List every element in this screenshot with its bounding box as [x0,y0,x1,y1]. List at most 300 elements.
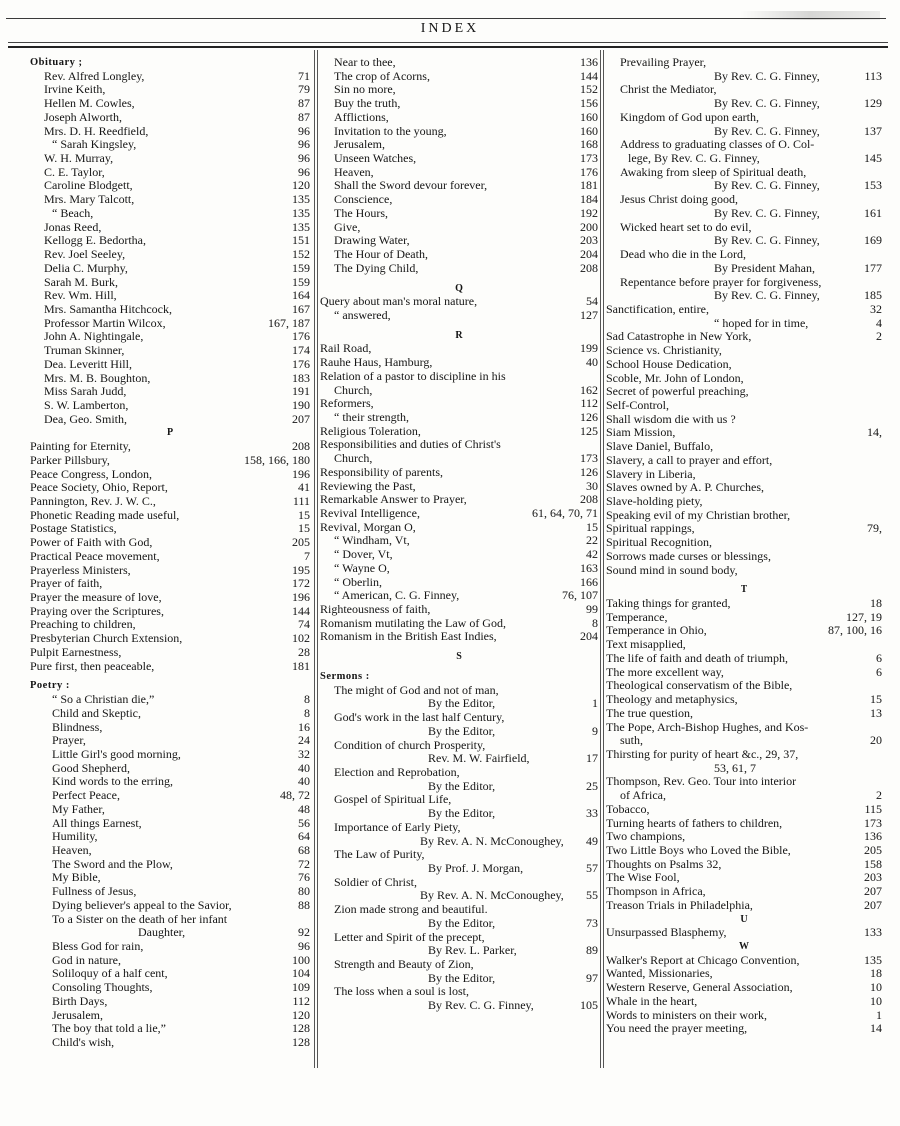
page-number: 203 [864,870,882,885]
page-number: 76 [298,870,310,885]
index-entry [320,807,598,821]
entry-title: Sorrows made curses or blessings, [606,549,771,563]
entry-title: Repentance before prayer for forgiveness, [620,275,822,289]
page-number: 207 [864,884,882,899]
entry-title: Dea. Leveritt Hill, [44,357,132,371]
page-number: 89 [586,943,598,958]
page-number: 73 [586,915,598,930]
section-letter-heading [606,583,882,597]
index-entry [606,317,882,331]
page-number: 40 [298,774,310,789]
index-entry [606,679,882,693]
index-entry [320,138,598,152]
index-entry [30,803,310,817]
entry-title: Rev. M. W. Fairfield, [428,752,530,766]
page-number: 174 [292,343,310,358]
entry-title: Professor Martin Wilcox, [44,316,166,330]
index-entry [30,926,310,940]
entry-title: Sound mind in sound body, [606,563,738,577]
entry-title: “ hoped for in time, [714,316,809,330]
index-entry [606,597,882,611]
index-entry [320,739,598,753]
index-entry [320,903,598,917]
entry-title: Delia C. Murphy, [44,261,128,275]
entry-title: Bless God for rain, [52,940,144,953]
entry-title: Temperance in Ohio, [606,624,707,638]
entry-title: Dead who die in the Lord, [620,248,746,262]
index-entry [606,166,882,180]
index-entry [30,858,310,872]
index-entry [606,289,882,303]
entry-title: Rauhe Haus, Hamburg, [320,356,433,370]
index-entry [30,495,310,509]
page-number: 167, 187 [268,315,310,330]
entry-title: Rev. Wm. Hill, [44,289,117,303]
entry-title: Pure first, then peaceable, [30,659,155,673]
page-number: 135 [292,205,310,220]
page-number: 102 [292,631,310,646]
entry-title: Wanted, Missionaries, [606,967,713,981]
page-number: 68 [298,842,310,857]
page-number: 145 [864,151,882,166]
entry-title: “ American, C. G. Finney, [334,589,460,603]
column-divider [603,50,604,1068]
entry-title: Zion made strong and beautiful. [334,903,488,917]
index-entry [606,803,882,817]
entry-title: Dying believer's appeal to the Savior, [52,898,232,912]
index-entry [30,166,310,180]
index-entry [320,248,598,262]
index-entry [30,248,310,262]
entry-title: Slaves owned by A. P. Churches, [606,481,764,495]
page-number: 61, 64, 70, 71 [532,506,598,520]
entry-title: Painting for Eternity, [30,440,131,454]
index-entry [606,707,882,721]
section-letter-heading [606,940,882,954]
entry-title: The true question, [606,706,693,720]
entry-title: Speaking evil of my Christian brother, [606,508,791,522]
entry-title: Awaking from sleep of Spiritual death, [620,165,807,179]
entry-title: By the Editor, [428,916,496,930]
index-entry [320,766,598,780]
index-entry [320,697,598,711]
page-number: 1 [876,1007,882,1022]
page-number: 203 [580,233,598,248]
index-entry [30,550,310,564]
index-entry [320,384,598,398]
page-number: 113 [864,68,882,83]
page-number: 120 [292,1007,310,1022]
entry-title: By Rev. A. N. McConoughey, [420,834,564,848]
index-entry [320,356,598,370]
index-entry [30,330,310,344]
entry-title: Religious Toleration, [320,424,421,438]
index-entry [606,303,882,317]
page-number: 96 [298,164,310,179]
page-number: 176 [292,356,310,371]
page-number: 168 [580,137,598,152]
index-entry [320,848,598,862]
index-entry [606,550,882,564]
index-entry [606,193,882,207]
index-entry [320,207,598,221]
entry-title: By the Editor, [428,807,496,821]
index-entry [320,562,598,576]
entry-title: Near to thee, [334,56,396,69]
entry-title: By Rev. L. Parker, [428,944,517,958]
index-entry [30,125,310,139]
index-entry [320,684,598,698]
index-entry [30,632,310,646]
entry-title: Consoling Thoughts, [52,981,153,995]
entry-title: By Rev. A. N. McConoughey, [420,889,564,903]
entry-title: Kind words to the erring, [52,775,173,789]
index-entry [606,830,882,844]
entry-title: Two champions, [606,830,686,844]
entry-title: Phonetic Reading made useful, [30,508,180,522]
index-entry [606,611,882,625]
index-entry [320,438,598,452]
index-entry [30,262,310,276]
index-entry [606,125,882,139]
index-entry [606,207,882,221]
entry-title: Truman Skinner, [44,344,125,358]
entry-title: Pannington, Rev. J. W. C., [30,495,156,508]
index-entry [320,166,598,180]
index-entry [30,399,310,413]
index-entry [320,493,598,507]
index-entry [606,276,882,290]
page-number: 135 [292,192,310,207]
entry-title: Romanism in the British East Indies, [320,630,497,644]
entry-title: “ Beach, [52,206,94,220]
entry-title: By Rev. C. G. Finney, [714,206,820,220]
index-entry [30,1009,310,1023]
index-entry [30,481,310,495]
index-entry [606,721,882,735]
page-number: 16 [298,719,310,734]
entry-title: The loss when a soul is lost, [334,985,469,999]
index-entry [606,693,882,707]
page-number: 176 [580,164,598,179]
index-entry [320,835,598,849]
entry-title: Parker Pillsbury, [30,453,110,467]
page-number: 166 [580,574,598,589]
entry-title: By President Mahan, [714,261,815,275]
page-number: 191 [292,384,310,399]
entry-title: Praying over the Scriptures, [30,604,164,618]
index-entry [30,605,310,619]
index-entry [320,507,598,521]
entry-title: Drawing Water, [334,234,410,248]
entry-title: Prevailing Prayer, [620,56,707,69]
section-letter-heading [320,282,598,296]
entry-title: John A. Nightingale, [44,330,144,344]
index-entry [30,646,310,660]
entry-title: Revival Intelligence, [320,507,420,520]
page-number: 137 [864,123,882,138]
title-rule-thick [8,46,888,48]
entry-title: “ So a Christian die,” [52,693,155,707]
page-number: 10 [870,993,882,1008]
page-number: 4 [876,315,882,330]
entry-title: Theology and metaphysics, [606,693,738,707]
entry-title: Wicked heart set to do evil, [620,220,752,234]
page-number: 173 [864,815,882,830]
index-entry [320,931,598,945]
index-entry [606,817,882,831]
section-letter-heading [606,913,882,927]
index-entry [30,817,310,831]
index-entry [30,762,310,776]
page-number: 87, 100, 16 [828,623,882,638]
page-number: 28 [298,644,310,659]
page-number: 32 [298,746,310,761]
entry-title: Preaching to children, [30,618,136,632]
entry-title: Christ the Mediator, [620,83,717,97]
entry-title: Remarkable Answer to Prayer, [320,493,467,507]
entry-title: Rev. Joel Seeley, [44,248,126,262]
entry-title: By Rev. C. G. Finney, [428,999,534,1013]
entry-title: Responsibility of parents, [320,465,443,479]
entry-title: By the Editor, [428,971,496,985]
entry-title: Slavery in Liberia, [606,467,696,481]
entry-title: Righteousness of faith, [320,603,431,617]
entry-title: Irvine Keith, [44,83,106,97]
entry-title: T [740,584,748,596]
index-entry [320,452,598,466]
entry-title: All things Earnest, [52,816,142,830]
entry-title: C. E. Taylor, [44,165,105,179]
page-number: 6 [876,664,882,679]
entry-title: “ answered, [334,308,391,322]
entry-title: Shall wisdom die with us ? [606,412,736,426]
page-number: 115 [864,801,882,816]
entry-title: Reviewing the Past, [320,479,416,493]
entry-title: Sanctification, entire, [606,302,709,316]
page-number: 104 [292,966,310,981]
index-entry [606,748,882,762]
index-entry [606,762,882,776]
page-number: 207 [864,897,882,912]
index-entry [320,630,598,644]
column-divider [600,50,601,1068]
page-number: 41 [298,480,310,495]
index-entry [30,693,310,707]
page-number: 49 [586,833,598,848]
index-entry [320,711,598,725]
entry-title: Spiritual rappings, [606,522,695,536]
entry-title: “ Wayne O, [334,561,390,575]
index-entry [606,468,882,482]
page-number: 72 [298,856,310,871]
entry-title: Good Shepherd, [52,761,130,775]
entry-title: The Wise Fool, [606,871,680,885]
page-number: 128 [292,1035,310,1050]
entry-title: Pulpit Earnestness, [30,645,122,659]
entry-title: Tobacco, [606,802,650,816]
page-number: 196 [292,590,310,605]
index-entry [30,138,310,152]
index-entry [30,844,310,858]
index-entry [606,262,882,276]
page-number: 99 [586,602,598,617]
entry-title: “ their strength, [334,410,409,424]
entry-title: Q [455,282,463,294]
index-entry [30,509,310,523]
page-number: 76, 107 [562,588,598,603]
page-number: 161 [864,205,882,220]
entry-title: The crop of Acorns, [334,69,430,83]
entry-title: Hellen M. Cowles, [44,97,135,111]
index-entry [606,638,882,652]
entry-title: By Rev. C. G. Finney, [714,179,820,193]
page-number: 54 [586,294,598,309]
index-entry [320,521,598,535]
entry-title: Birth Days, [52,994,108,1008]
page-number: 190 [292,397,310,412]
entry-title: Church, [334,383,373,397]
entry-title: Joseph Alworth, [44,110,122,124]
index-entry [320,889,598,903]
entry-title: “ Dover, Vt, [334,548,393,562]
entry-title: Western Reserve, General Association, [606,981,793,995]
entry-title: Presbyterian Church Extension, [30,632,183,646]
top-rule [6,18,886,19]
entry-title: The Dying Child, [334,261,419,275]
entry-title: Slavery, a call to prayer and effort, [606,453,773,467]
entry-title: The Pope, Arch-Bishop Hughes, and Kos- [606,720,809,734]
entry-title: Mrs. Samantha Hitchcock, [44,302,172,316]
entry-title: Postage Statistics, [30,522,117,536]
page-number: 40 [298,760,310,775]
index-entry [606,440,882,454]
index-entry [606,179,882,193]
index-entry [606,138,882,152]
index-entry [30,413,310,427]
page-number: 18 [870,596,882,611]
title-rule-thin [8,42,888,43]
entry-title: By Rev. C. G. Finney, [714,69,820,83]
index-entry [320,548,598,562]
index-entry [606,385,882,399]
index-entry [320,576,598,590]
index-entry [320,862,598,876]
index-entry [606,413,882,427]
entry-title: Mrs. Mary Talcott, [44,193,135,207]
index-entry [606,844,882,858]
page-number: 2 [876,788,882,803]
index-entry [30,179,310,193]
entry-title: The life of faith and death of triumph, [606,651,788,665]
index-entry [30,111,310,125]
page-number: 162 [580,382,598,397]
entry-title: Daughter, [138,926,186,940]
entry-title: Responsibilities and duties of Christ's [320,438,501,452]
entry-title: Child's wish, [52,1036,115,1050]
entry-title: You need the prayer meeting, [606,1022,748,1036]
page-number: 100 [292,952,310,967]
page-number: 14, [867,425,882,440]
entry-title: Address to graduating classes of O. Col- [620,138,815,152]
page-number: 200 [580,219,598,234]
entry-title: By the Editor, [428,779,496,793]
index-entry [30,721,310,735]
index-entry [606,954,882,968]
index-entry [320,397,598,411]
page-number: 127 [580,307,598,322]
index-entry [30,577,310,591]
page-number: 205 [864,842,882,857]
page-number: 173 [580,451,598,466]
index-entry [606,858,882,872]
entry-title: Sarah M. Burk, [44,275,118,289]
entry-title: Invitation to the young, [334,124,447,138]
page-number: 32 [870,301,882,316]
entry-title: Unseen Watches, [334,152,417,166]
page-number: 109 [292,980,310,995]
index-entry [30,468,310,482]
index-entry [30,899,310,913]
index-entry [30,748,310,762]
entry-title: The Hours, [334,206,388,220]
index-entry [30,344,310,358]
index-entry [30,1022,310,1036]
entry-title: Jonas Reed, [44,220,102,234]
page-number: 144 [292,603,310,618]
index-entry [606,734,882,748]
page-number: 64 [298,829,310,844]
index-entry [30,276,310,290]
page-number: 8 [592,615,598,630]
entry-title: To a Sister on the death of her infant [52,912,228,926]
index-entry [30,885,310,899]
page-number: 158, 166, 180 [244,452,310,467]
page-number: 111 [292,494,310,508]
entry-title: S [456,651,462,663]
index-entry [606,330,882,344]
index-entry [606,70,882,84]
index-entry [606,454,882,468]
index-entry [320,234,598,248]
entry-title: Whale in the heart, [606,994,698,1008]
entry-title: lege, By Rev. C. G. Finney, [628,152,760,166]
entry-title: Science vs. Christianity, [606,344,722,358]
entry-title: Thompson, Rev. Geo. Tour into interior [606,775,797,789]
index-column-3 [606,56,882,1036]
page-number: 159 [292,274,310,289]
entry-title: suth, [620,734,644,748]
page-number: 160 [580,123,598,138]
page-number: 208 [292,439,310,454]
entry-title: Kellogg E. Bedortha, [44,234,146,248]
entry-title: “ Oberlin, [334,575,382,589]
entry-title: Sin no more, [334,83,396,97]
page-number: 24 [298,733,310,748]
index-entry [320,780,598,794]
entry-title: Give, [334,220,361,234]
page-number: 167 [292,301,310,316]
index-entry [606,871,882,885]
entry-title: of Africa, [620,789,666,803]
index-entry [606,652,882,666]
page-number: 96 [298,123,310,138]
category-heading [30,56,310,70]
entry-title: Unsurpassed Blasphemy, [606,926,727,940]
index-entry [320,83,598,97]
index-entry [606,522,882,536]
index-entry [606,56,882,70]
